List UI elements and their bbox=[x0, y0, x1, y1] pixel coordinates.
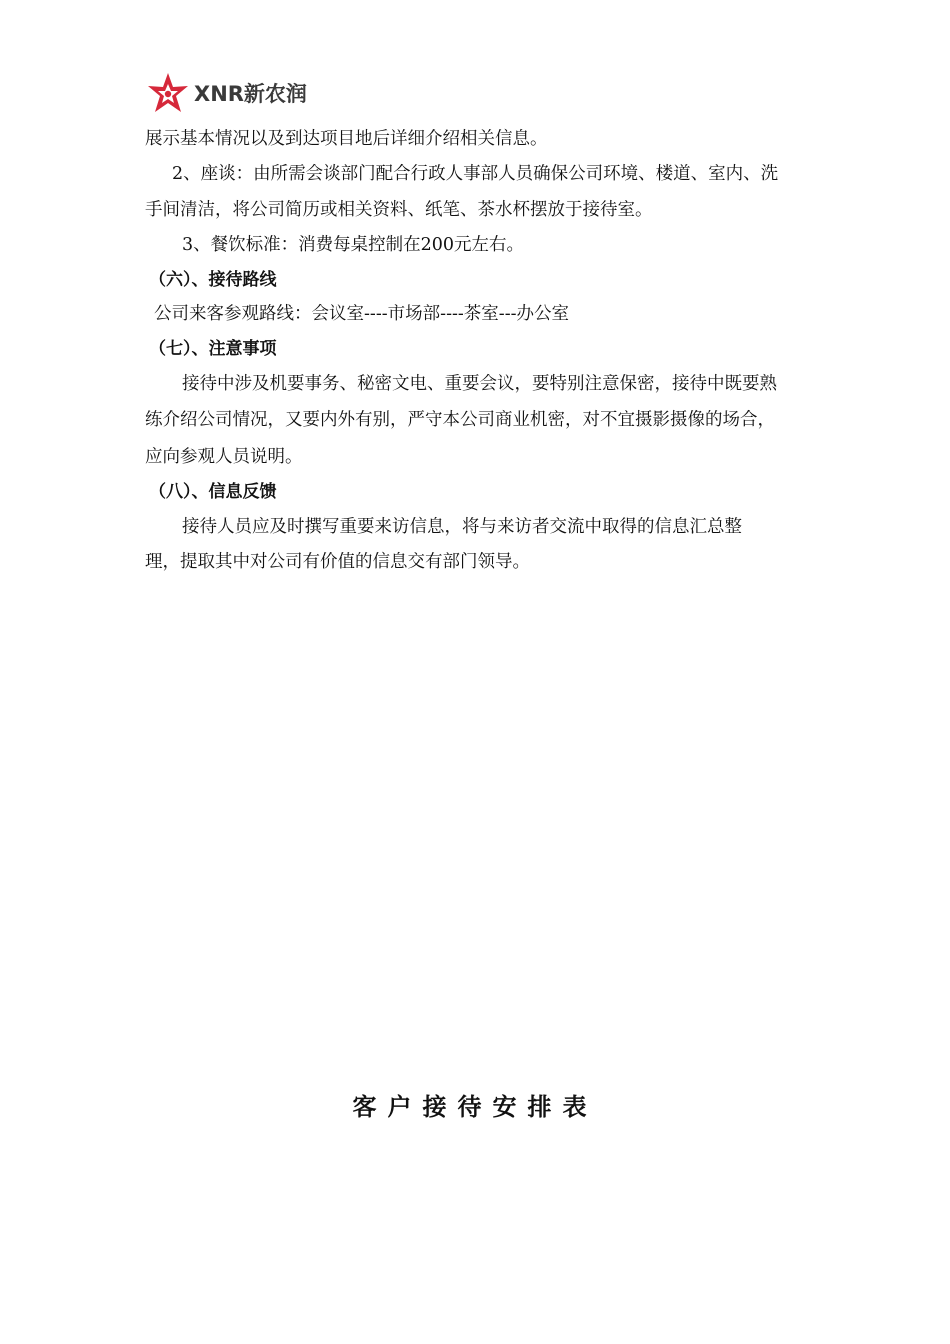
paragraph-line: 接待中涉及机要事务、秘密文电、重要会议，要特别注意保密，接待中既要熟 bbox=[182, 374, 777, 394]
section-heading: （八）、信息反馈 bbox=[149, 482, 277, 502]
paragraph-line: 展示基本情况以及到达项目地后详细介绍相关信息。 bbox=[145, 129, 548, 149]
section-heading: （六）、接待路线 bbox=[149, 270, 277, 290]
paragraph-line: 理，提取其中对公司有价值的信息交有部门领导。 bbox=[145, 552, 530, 572]
logo-wordmark: XNR新农润 bbox=[194, 82, 307, 106]
paragraph-line: 公司来客参观路线：会议室----市场部----茶室---办公室 bbox=[154, 304, 570, 324]
section-heading: （七）、注意事项 bbox=[149, 339, 277, 359]
table-title: 客户接待安排表 bbox=[352, 1093, 598, 1121]
star-logo-icon bbox=[146, 72, 190, 116]
paragraph-line: 2、座谈：由所需会谈部门配合行政人事部人员确保公司环境、楼道、室内、洗 bbox=[172, 164, 779, 184]
paragraph-line: 应向参观人员说明。 bbox=[145, 447, 303, 467]
paragraph-line: 练介绍公司情况，又要内外有别，严守本公司商业机密，对不宜摄影摄像的场合， bbox=[145, 410, 775, 430]
paragraph-line: 接待人员应及时撰写重要来访信息，将与来访者交流中取得的信息汇总整 bbox=[182, 517, 742, 537]
paragraph-line: 3、餐饮标准：消费每桌控制在200元左右。 bbox=[182, 235, 525, 255]
paragraph-line: 手间清洁，将公司简历或相关资料、纸笔、茶水杯摆放于接待室。 bbox=[145, 200, 653, 220]
company-logo bbox=[146, 72, 307, 116]
